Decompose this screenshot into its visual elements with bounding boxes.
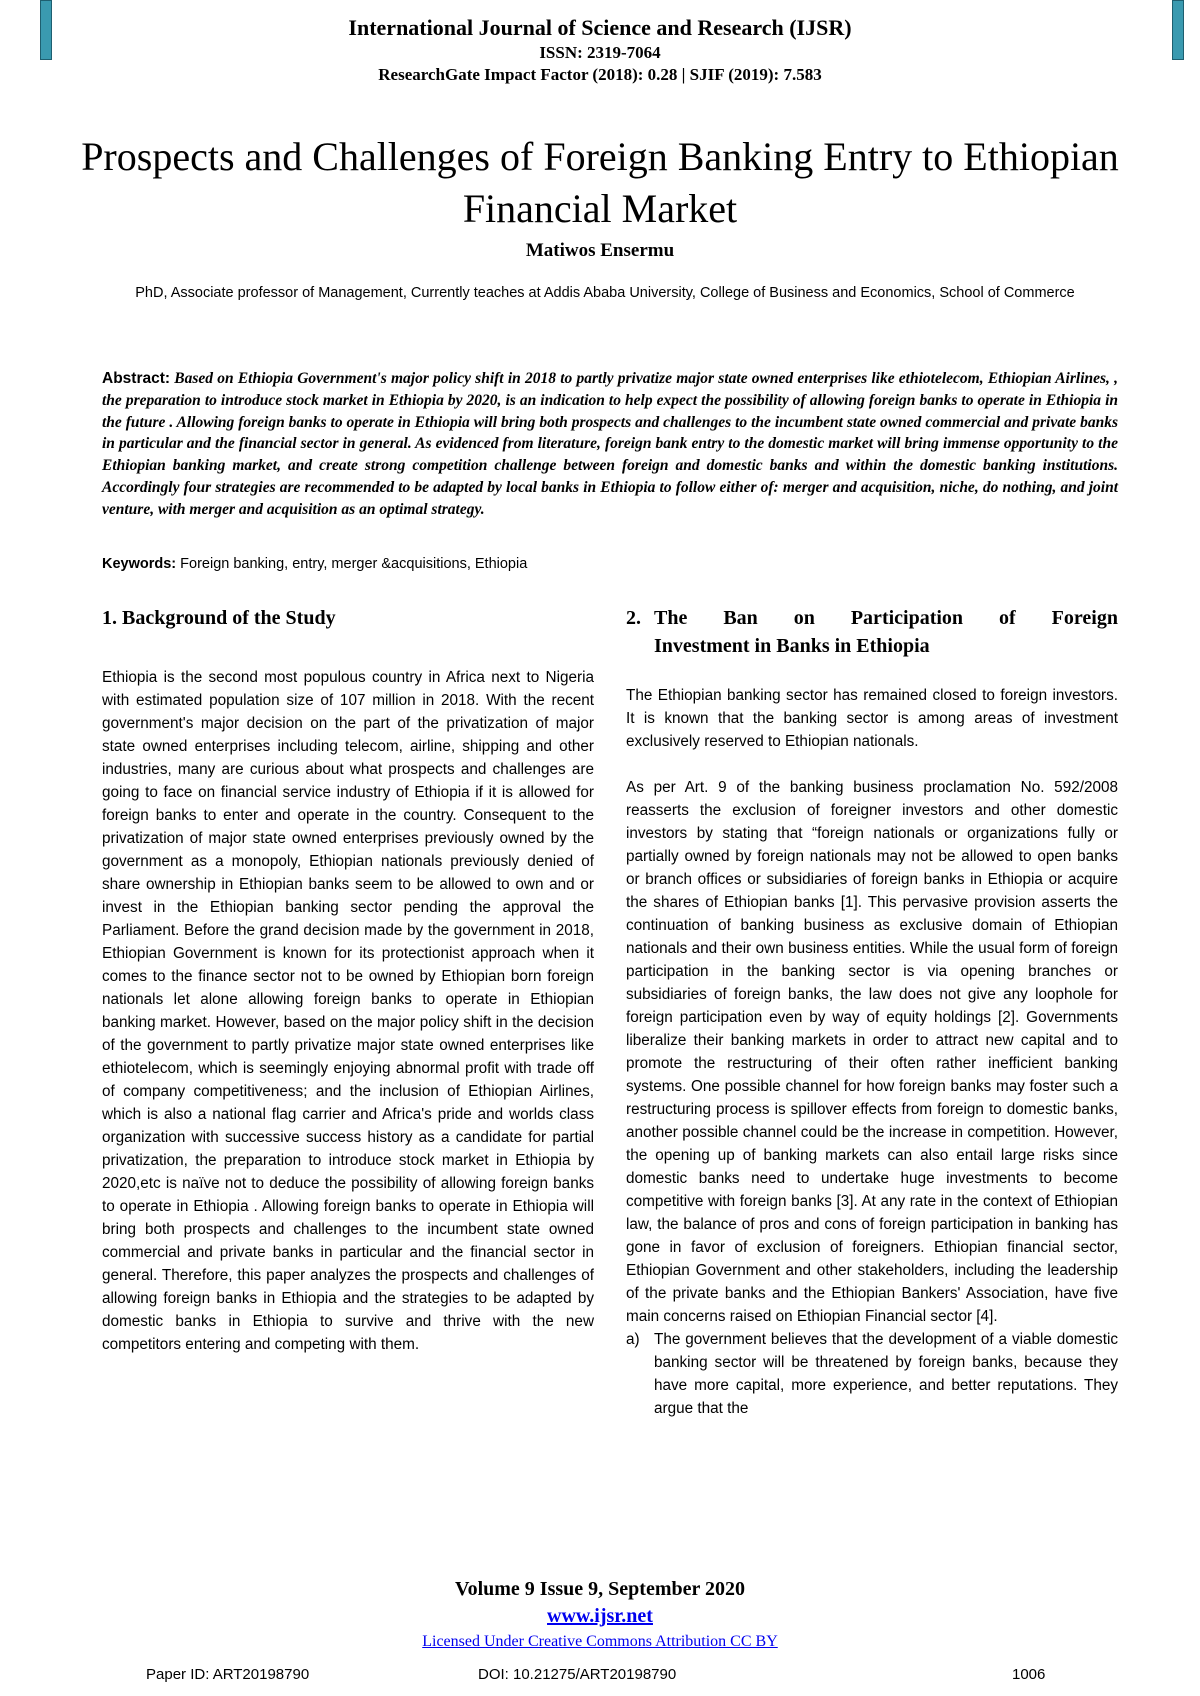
paper-id: Paper ID: ART20198790 — [146, 1666, 310, 1683]
footer-volume: Volume 9 Issue 9, September 2020 — [454, 1578, 745, 1600]
author-affiliation: PhD, Associate professor of Management, Currently teaches at Addis Ababa University, College of Business and Economics, School of Commerce — [135, 285, 1075, 301]
section-2-title-line2: Investment in Banks in Ethiopia — [654, 635, 930, 657]
journal-issn: ISSN: 2319-7064 — [539, 43, 661, 62]
doi: DOI: 10.21275/ART20198790 — [478, 1666, 677, 1683]
section-2-title-line1 — [654, 604, 1118, 632]
page-number: 1006 — [1012, 1666, 1046, 1683]
abstract-text: Based on Ethiopia Government's major policy shift in 2018 to partly privatize major state owned enterprises like ethiotelecom, Ethiopian Airlines, , the preparation to introduce stock market in Ethiopia by 2020, is an indication to help expect the possibility of allowing foreign banks to operate in Ethiopia in the future . Allowing foreign banks to operate in Ethiopia will bring both prospects and challenges to the incumbent state owned commercial and private banks in particular and the financial sector in general. As evidenced from literature, foreign bank entry to the domestic market will bring immense opportunity to the Ethiopian banking market, and create strong competition challenge between foreign and domestic banks and within the domestic banking institutions. Accordingly four strategies are recommended to be adapted by local banks in Ethiopia to follow either of: merger and acquisition, niche, do nothing, and joint venture, with merger and acquisition as an optimal strategy. — [102, 370, 1119, 518]
section-2-title-word: on — [793, 607, 815, 629]
section-2-paragraph-1: The Ethiopian banking sector has remained closed to foreign investors. It is known that the banking sector is among areas of investment exclusively reserved to Ethiopian nationals. — [626, 687, 1118, 750]
section-2-title-word: of — [999, 607, 1016, 629]
journal-impact-factor: ResearchGate Impact Factor (2018): 0.28 | SJIF (2019): 7.583 — [378, 65, 822, 84]
paper-title: Prospects and Challenges of Foreign Banking Entry to Ethiopian Financial Market — [81, 133, 1119, 231]
footer-url-link[interactable]: www.ijsr.net — [547, 1605, 653, 1627]
list-item-text: The government believes that the development of a viable domestic banking sector will be threatened by foreign banks, because they have more capital, more experience, and better reputations. They argue that the — [654, 1331, 1118, 1417]
section-1-number: 1. — [102, 607, 117, 629]
author-name: Matiwos Ensermu — [525, 240, 675, 261]
footer — [0, 1576, 1200, 1654]
section-2-title-word: Ban — [723, 607, 758, 629]
abstract-label: Abstract: — [102, 370, 171, 387]
keywords-label: Keywords: — [102, 556, 177, 572]
section-2-title-word: The — [654, 607, 688, 629]
right-column — [626, 604, 1118, 1420]
list-item-marker: a) — [626, 1331, 640, 1348]
left-column — [102, 604, 594, 1356]
section-1-title: Background of the Study — [122, 607, 336, 629]
section-2-title-word: Participation — [850, 607, 964, 629]
journal-header — [0, 14, 1200, 86]
section-1-body: Ethiopia is the second most populous country in Africa next to Nigeria with estimated population size of 107 million in 2018. With the recent government's major decision on the part of the privatization of major state owned enterprises including telecom, airline, shipping and other industries, many are curious about what prospects and challenges are going to face on financial service industry of Ethiopia if it is allowed for foreign banks to enter and operate in the country. Consequent to the privatization of major state owned enterprises previously owned by the government as a monopoly, Ethiopian nationals previously denied of share ownership in Ethiopian banks seem to be allowed to own and or invest in the Ethiopian banking sector pending the approval the Parliament. Before the grand decision made by the government in 2018, Ethiopian Government is known for its protectionist approach when it comes to the finance sector not to be owned by Ethiopian born foreign nationals let alone allowing foreign banks to operate in Ethiopian banking market. However, based on the major policy shift in the decision of the government to partly privatize major state owned enterprises like ethiotelecom, which is seemingly enjoying abnormal profit with trade off of company competitiveness; and the inclusion of Ethiopian Airlines, which is also a national flag carrier and Africa's pride and worlds class organization with successive success history as a candidate for partial privatization, the preparation to introduce stock market in Ethiopia by 2020,etc is naïve not to deduce the possibility of allowing foreign banks to operate in Ethiopia . Allowing foreign banks to operate in Ethiopia will bring both prospects and challenges to the incumbent state owned commercial and private banks in particular and the financial sector in general. Therefore, this paper analyzes the prospects and challenges of allowing foreign banks in Ethiopia and the strategies to be adapted by domestic banks in Ethiopia to survive and thrive with the new competitors entering and competing with them. — [102, 669, 594, 1353]
journal-name: International Journal of Science and Research (IJSR) — [348, 15, 852, 40]
abstract — [102, 368, 1118, 521]
section-2-paragraph-2: As per Art. 9 of the banking business proclamation No. 592/2008 reasserts the exclusion of foreigner investors and other domestic investors by stating that “foreign nationals or organizations fully or partially owned by foreign nationals may not be allowed to open banks or branch offices or subsidiaries of foreign banks in Ethiopia or acquire the shares of Ethiopian banks [1]. This pervasive provision asserts the continuation of banking business as exclusive domain of Ethiopian nationals and their own business entities. While the usual form of foreign participation in the banking sector is via opening branches or subsidiaries of foreign banks, the law does not give any loophole for foreign participation even by way of equity holdings [2]. Governments liberalize their banking markets in order to attract new capital and to promote the restructuring of their often rather inefficient banking systems. One possible channel for how foreign banks may foster such a restructuring process is spillover effects from foreign to domestic banks, another possible channel could be the increase in competition. However, the opening up of banking markets can also entail large risks since domestic banks need to undertake huge investments to become competitive with foreign banks [3]. At any rate in the context of Ethiopian law, the balance of pros and cons of foreign participation in banking has gone in favor of exclusion of foreigners. Ethiopian financial sector, Ethiopian Government and other stakeholders, including the leadership of the private banks and the Ethiopian Bankers' Association, have five main concerns raised on Ethiopian Financial sector [4]. — [626, 779, 1118, 1325]
section-2-number: 2. — [626, 607, 641, 629]
section-2-heading — [626, 604, 1118, 660]
list-item-a — [626, 1328, 1118, 1420]
keywords — [102, 556, 1118, 572]
keywords-text: Foreign banking, entry, merger &acquisitions, Ethiopia — [180, 556, 528, 572]
section-1-heading — [102, 604, 594, 632]
footer-license-link[interactable]: Licensed Under Creative Commons Attribution CC BY — [422, 1633, 778, 1650]
section-2-title-word: Foreign — [1051, 607, 1118, 629]
